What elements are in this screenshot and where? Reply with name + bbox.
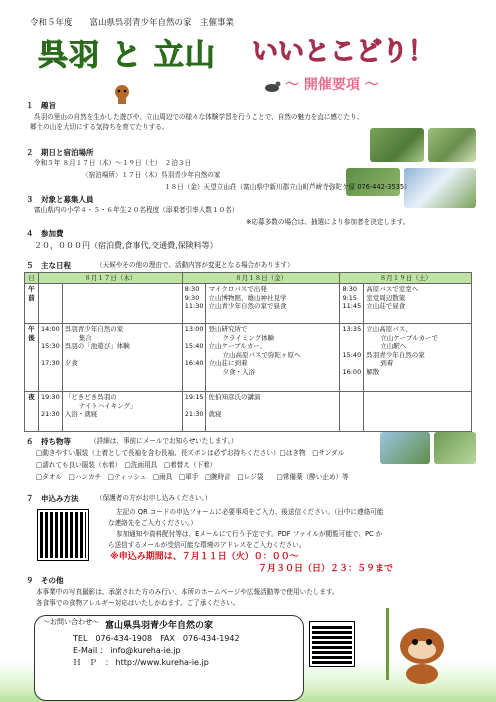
cell-d3-night <box>364 392 472 432</box>
schedule-time: 11:45 <box>342 302 362 311</box>
schedule-time: 13:00 <box>184 325 204 334</box>
contact-label: 〜お問い合わせ〜 <box>43 618 99 626</box>
schedule-time: 21:30 <box>184 410 204 419</box>
section-4-heading: ４ 参加費 <box>26 229 64 238</box>
schedule-activity: 立山博物館、雄山神社見学 <box>208 293 287 302</box>
schedule-time: 17:30 <box>41 359 60 368</box>
deadline-end: ７月３０日（日）２３：５９まで <box>258 564 394 574</box>
deadline-start: ※申込み期間は、７月１１日（火）０：００〜 <box>110 552 299 562</box>
cell-d1-pm <box>62 324 182 392</box>
contact-box <box>34 615 304 701</box>
cell-d3-pm <box>364 324 472 392</box>
schedule-time: 16:40 <box>184 359 204 368</box>
schedule-time: 9:30 <box>184 293 200 302</box>
row-label-pm: 午後 <box>25 324 39 392</box>
photo-landscape <box>404 168 476 208</box>
cell-d1-am <box>62 284 182 324</box>
schedule-time: 11:30 <box>184 302 204 311</box>
cell-d3-am <box>364 284 472 324</box>
application-qr-code[interactable] <box>38 510 88 560</box>
section-5-note: （天候やその他の理由で、活動内容が変更となる場合があります） <box>96 261 294 269</box>
row-label-night: 夜 <box>25 392 39 432</box>
schedule-time <box>185 368 204 376</box>
schedule-activity: 佐伯知彦氏の講演 <box>208 393 261 402</box>
cell-d1-am-time <box>39 284 63 324</box>
section-1-heading: １ 趣旨 <box>26 101 56 110</box>
section-9-line-1: 本事業中の写真撮影は、承諾された方のみ行い、本所のホームページや広報活動等で使用いたします。 <box>36 588 339 596</box>
schedule-activity: 立山ケーブルカーで <box>380 333 439 342</box>
row-label-am: 午前 <box>25 284 39 324</box>
cell-d2-night-time <box>182 392 206 432</box>
schedule-time <box>41 351 60 359</box>
schedule-time: 9:15 <box>342 293 358 302</box>
schedule-activity: 立山駅へ <box>380 342 407 351</box>
section-5-heading: ５ 主な日程 <box>26 261 71 270</box>
schedule-corner: 日 <box>25 273 39 284</box>
mascot-icon <box>110 82 134 106</box>
raccoon-mascot-icon <box>380 608 460 688</box>
photo-climbing <box>370 128 424 162</box>
schedule-row-night <box>25 392 472 432</box>
schedule-activity: 呉羽青少年自然の家 <box>64 325 124 334</box>
section-4-line-1: ２０，０００円（宿泊費,食事代,交通費,保険料等） <box>34 241 218 250</box>
schedule-activity <box>208 402 337 410</box>
contact-tel-fax: TEL 076-434-1908 FAX 076-434-1942 <box>73 634 240 643</box>
schedule-activity: 入浴・就寝 <box>64 410 98 419</box>
schedule-activity: 高原バスで室堂へ <box>366 285 419 294</box>
section-3-heading: ３ 対象と募集人員 <box>26 195 94 204</box>
schedule-time <box>41 334 60 342</box>
cell-d2-am <box>206 284 340 324</box>
section-2-line-3: １８日（金）天望立山荘（富山県中新川郡立山町芦峅寺弥陀ケ原 076-442-3535） <box>164 183 411 191</box>
schedule-time: 15:30 <box>41 342 60 351</box>
schedule-time: 15:40 <box>184 342 204 351</box>
section-6-line-2: □濡れても良い服装（水着） □洗面用具 □着替え（下着） <box>36 461 217 469</box>
schedule-time <box>185 351 204 359</box>
photo-mountain <box>428 128 476 162</box>
homepage-qr-code[interactable] <box>310 622 354 666</box>
schedule-activity: 呉羽の「池遊び」体験 <box>64 342 130 351</box>
cell-d3-pm-time <box>340 324 364 392</box>
schedule-time: 14:00 <box>41 325 60 334</box>
schedule-activity: 立山高原バスで弥陀ヶ原へ <box>222 350 301 359</box>
schedule-table <box>24 272 472 432</box>
section-9-line-2: 各食事での食物アレルギー対応はいたしかねます。ご了承ください。 <box>36 599 240 607</box>
schedule-activity: クライミング体験 <box>222 333 275 342</box>
section-1-body-line-2: 郷土の山を大切にする気持ちを育てたりする。 <box>30 123 169 131</box>
contact-org: 富山県呉羽青少年自然の家 <box>105 621 214 631</box>
cell-d2-am-time <box>182 284 206 324</box>
cell-d3-am-time <box>340 284 364 324</box>
schedule-activity: 解散 <box>366 367 380 376</box>
section-6-line-1: □動きやすい服装（上着として長袖を含む長袖、長ズボンは必ずお持ちください）□はき物 □サンダル <box>36 449 345 457</box>
schedule-header-row <box>25 273 472 284</box>
schedule-time <box>185 334 204 342</box>
cell-d1-pm-time <box>39 324 63 392</box>
section-3-line-1: 富山県内の小学４・５・６年生２０名程度（添乗者引率人数１０名） <box>34 206 239 214</box>
schedule-time <box>342 342 361 350</box>
photo-kids <box>434 432 476 464</box>
contact-homepage[interactable]: Ｈ Ｐ ： http://www.kureha-ie.jp <box>73 658 209 667</box>
schedule-activity: 立山青少年自然の家で昼食 <box>208 302 287 311</box>
section-2-line-2: 〈宿泊場所〉１７日（木）呉羽青少年自然の家 <box>82 171 221 179</box>
schedule-time: 19:30 <box>41 393 60 402</box>
cell-d3-night-time <box>340 392 364 432</box>
section-9-heading: ９ その他 <box>26 576 64 585</box>
cell-d1-night-time <box>39 392 63 432</box>
title-accent: いいとこどり！ <box>252 37 435 67</box>
section-2-heading: ２ 期日と宿泊場所 <box>26 148 94 157</box>
schedule-day-1: ８月１７日（木） <box>39 273 183 284</box>
bird-icon <box>263 80 281 94</box>
schedule-time: 16:00 <box>342 367 362 376</box>
schedule-activity: 呉羽青少年自然の家 <box>366 350 425 359</box>
cell-d2-pm-time <box>182 324 206 392</box>
schedule-activity: 立山荘に到着 <box>208 359 248 368</box>
schedule-activity: 立山荘で昼食 <box>366 302 406 311</box>
cell-d1-night <box>62 392 182 432</box>
schedule-time: 15:40 <box>342 350 362 359</box>
schedule-time: 21:30 <box>41 410 60 419</box>
section-1-body-line-1: 呉羽の里山の自然を生かした遊びや、立山周辺での様々な体験学習を行うことで、自然の魅力を直に感じたり、 <box>34 113 364 121</box>
schedule-activity: 就寝 <box>208 410 222 419</box>
schedule-day-3: ８月１９日（土） <box>340 273 472 284</box>
schedule-activity: 立山ケーブルカー、 <box>208 342 267 351</box>
schedule-activity: マイクロバスで出発 <box>208 285 267 294</box>
schedule-activity: 夕食 <box>64 359 78 368</box>
schedule-activity: 「どきどき呉羽の <box>64 393 117 402</box>
schedule-activity: 登山研究所で <box>208 325 248 334</box>
schedule-time <box>185 402 204 410</box>
section-7-line-2: な連絡先をご入力ください。） <box>108 519 198 527</box>
cell-d2-pm <box>206 324 340 392</box>
schedule-day-2: ８月１８日（金） <box>182 273 340 284</box>
schedule-time <box>342 359 361 367</box>
schedule-activity: ナイトハイキング」 <box>78 401 137 410</box>
schedule-activity: 集合 <box>78 333 92 342</box>
title-main: 呉羽 と 立山 <box>38 38 216 73</box>
subtitle: 〜 開催要項 〜 <box>285 77 379 93</box>
section-7-heading: ７ 申込み方法 <box>26 494 79 503</box>
schedule-row-am <box>25 284 472 324</box>
schedule-time: 8:30 <box>184 285 200 294</box>
schedule-activity <box>65 351 180 359</box>
section-6-note: （詳細は、事前にメールでお知らせいたします。） <box>90 437 238 445</box>
cell-d2-night <box>206 392 340 432</box>
schedule-time <box>342 334 361 342</box>
contact-email[interactable]: E-Mail ： info@kureha-ie.jp <box>73 646 181 655</box>
schedule-time: 19:15 <box>184 393 204 402</box>
section-7-line-4: ら送信するメールが受信可能な環境のアドレスをご入力ください。 <box>108 541 306 549</box>
schedule-activity: 到着 <box>380 359 394 368</box>
schedule-activity: 立山高原バス、 <box>366 325 412 334</box>
schedule-row-pm <box>25 324 472 392</box>
photo-hike <box>380 432 430 464</box>
section-2-line-1: 令和５年 ８月１７日（木）〜１９日（土） ２泊３日 <box>34 159 192 167</box>
schedule-time: 13:35 <box>342 325 362 334</box>
schedule-activity: 室堂周辺散策 <box>366 293 406 302</box>
schedule-activity: 夕食・入浴 <box>222 367 255 376</box>
photo-group <box>346 168 400 196</box>
section-7-line-3: 参加通知や資料配付等は、Eメールにて行う予定です。PDF ファイルが閲覧可能で、PC か <box>116 530 383 538</box>
section-7-line-1: 左記の QR コードの申込フォームに必要事項をご入力、後送信ください。（日中に連絡可能 <box>116 508 384 516</box>
organizer-line: 令和５年度 富山県呉羽青少年自然の家 主催事業 <box>30 18 235 28</box>
schedule-time <box>41 402 60 410</box>
section-3-line-2: ※応募多数の場合は、抽選により参加者を決定します。 <box>246 218 410 226</box>
section-6-line-3: □タオル □ハンカチ □ティッシュ □雨具 □軍手 □腕時計 □レジ袋 □常備薬（酔い止め）等 <box>36 473 349 481</box>
section-7-note: （保護者の方がお申し込みください。） <box>96 494 212 502</box>
section-6-heading: ６ 持ち物等 <box>26 437 71 446</box>
schedule-time: 8:30 <box>342 285 358 294</box>
